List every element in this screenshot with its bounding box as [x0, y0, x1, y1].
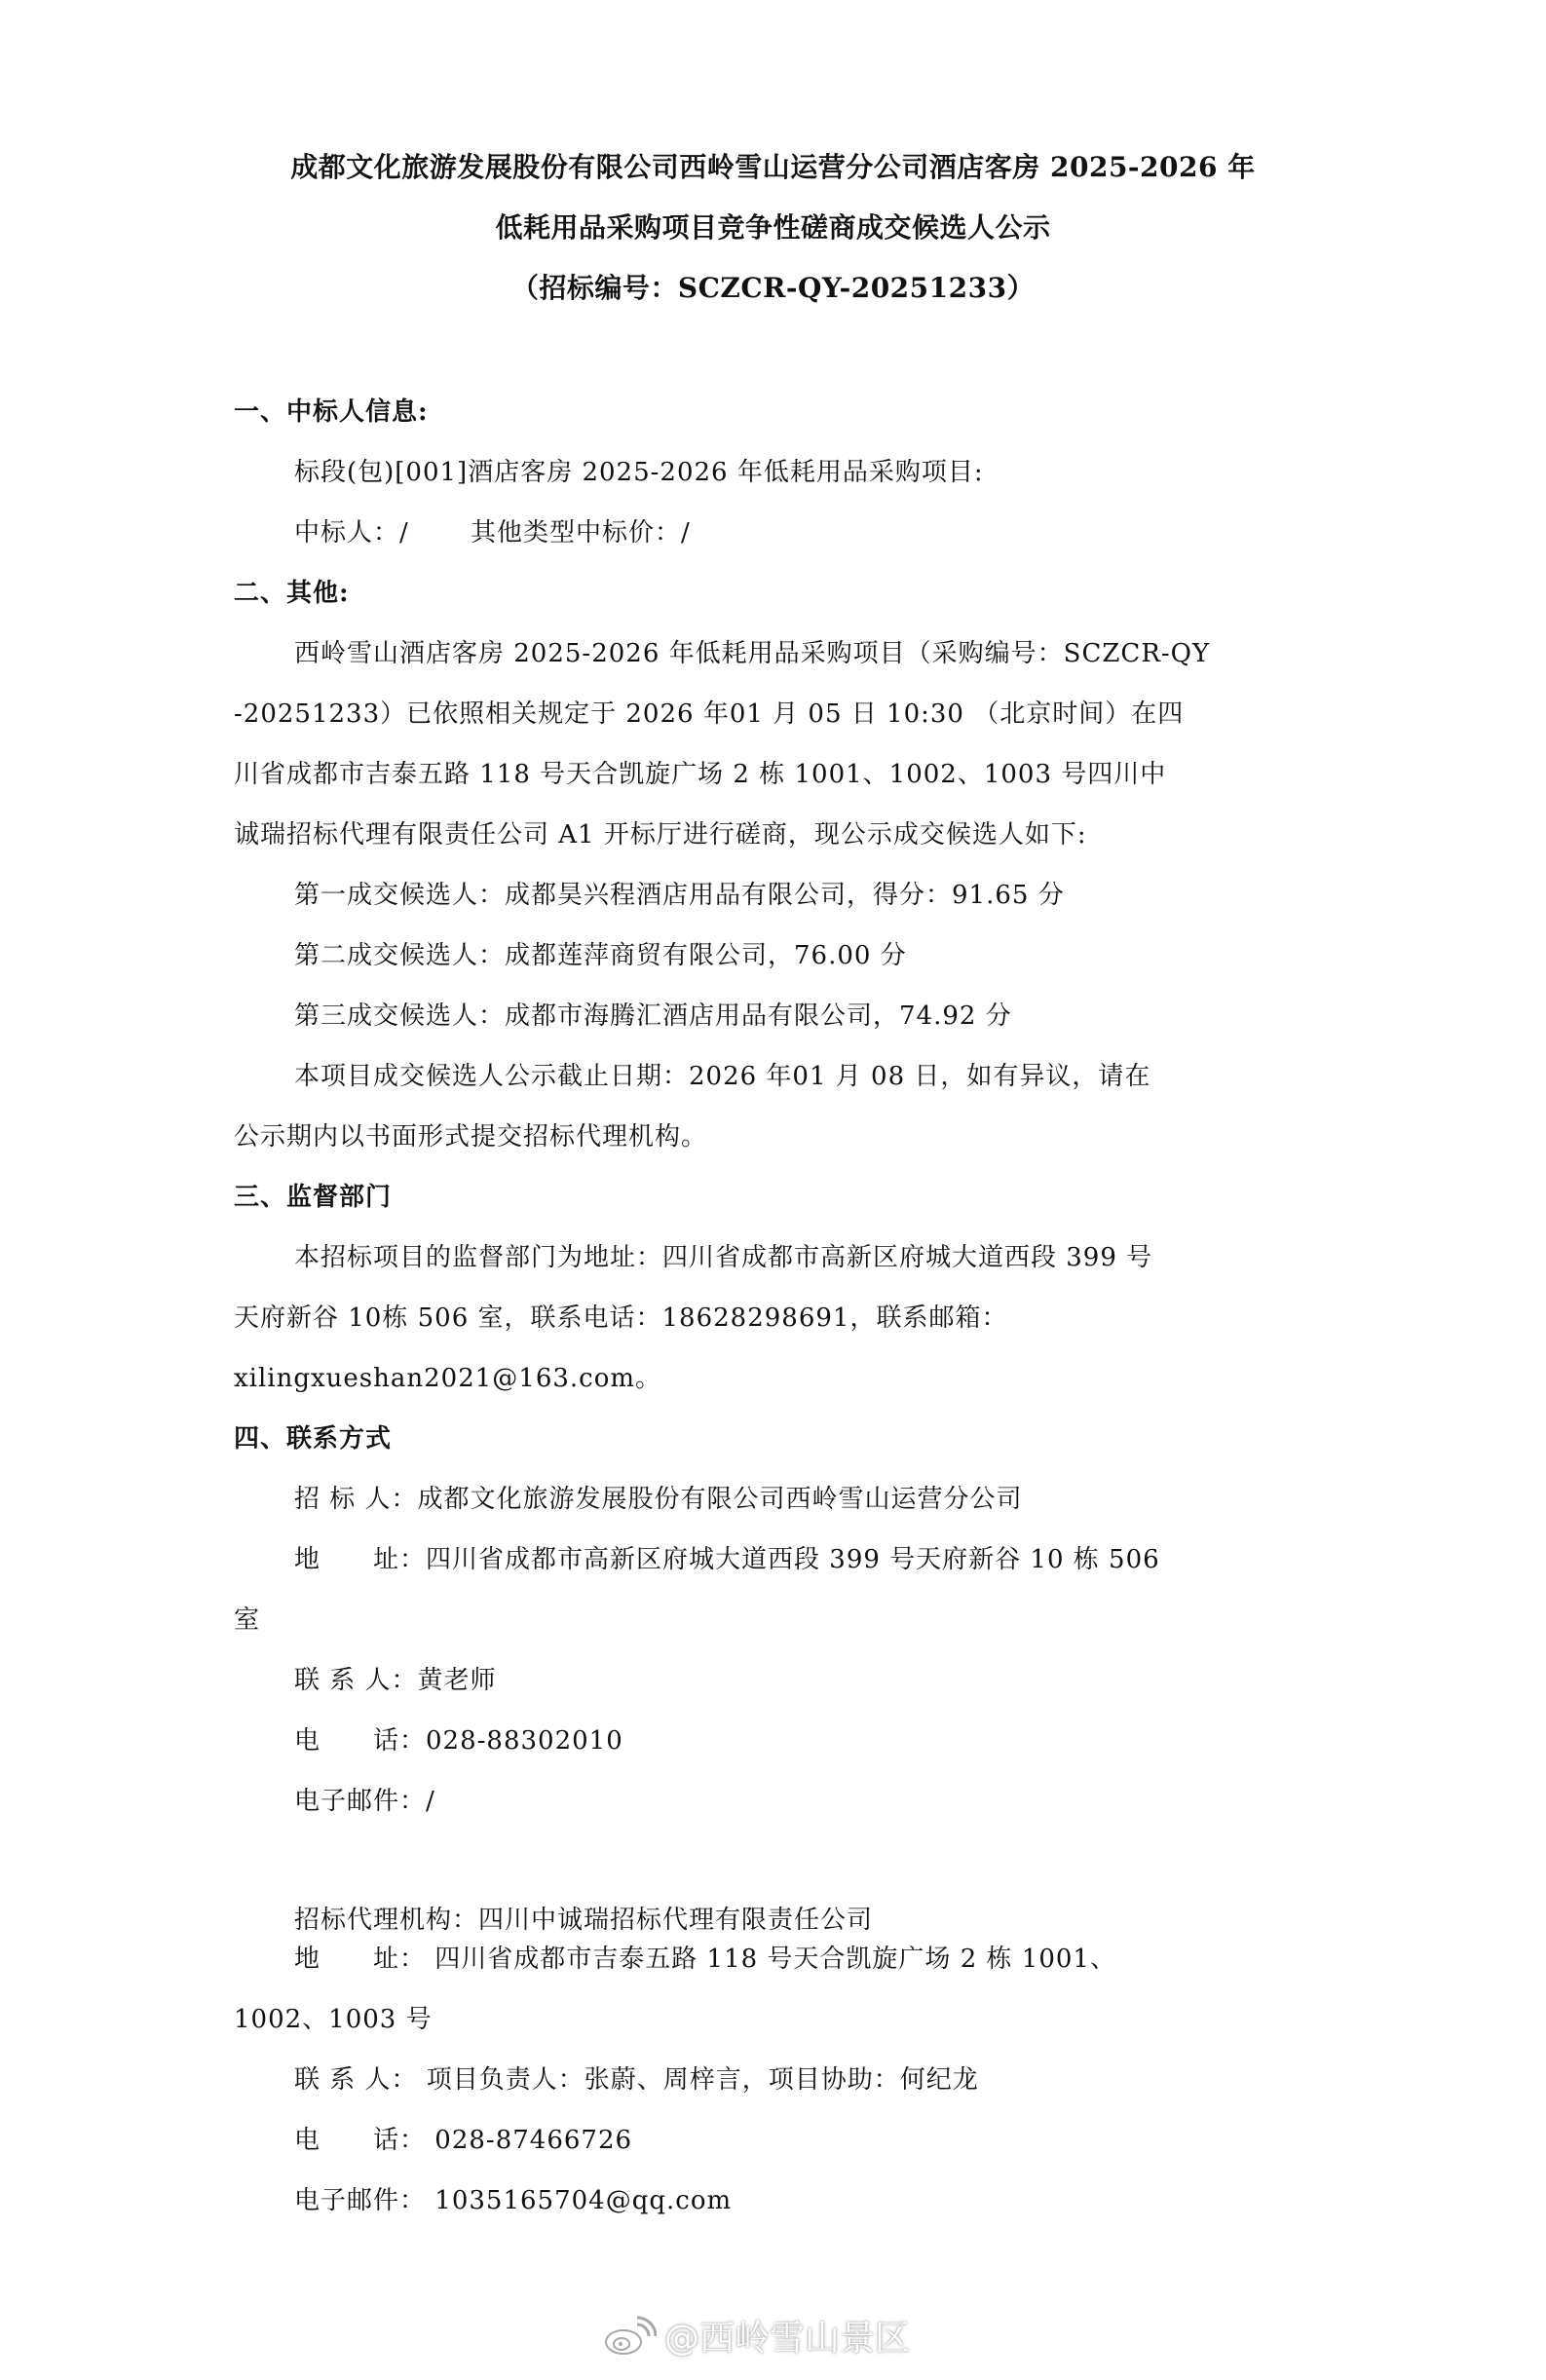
agency-phone-label: 电 话：: [294, 2126, 427, 2155]
title-line-1: 成都文化旅游发展股份有限公司西岭雪山运营分公司酒店客房 2025-2026 年: [290, 151, 1256, 183]
contact-label: 联 系 人：: [294, 1666, 418, 1695]
agency-address-value: 四川省成都市吉泰五路 118 号天合凯旋广场 2 栋 1001、: [434, 1945, 1116, 1974]
paragraph-line: 川省成都市吉泰五路 118 号天合凯旋广场 2 栋 1001、1002、1003 号四川中: [234, 760, 1167, 789]
paragraph-line: 诚瑞招标代理有限责任公司 A1 开标厅进行磋商，现公示成交候选人如下:: [234, 820, 1087, 850]
tenderer-value: 成都文化旅游发展股份有限公司西岭雪山运营分公司: [417, 1485, 1023, 1514]
paragraph-line: -20251233）已依照相关规定于 2026 年01 月 05 日 10:30 （北京时间）在四: [234, 699, 1185, 729]
email-label: 电子邮件：: [294, 1787, 427, 1816]
watermark-text: @西岭雪山景区: [664, 2319, 911, 2359]
candidate-name: 成都市海腾汇酒店用品有限公司，74.92 分: [505, 1001, 1012, 1031]
address-value: 四川省成都市高新区府城大道西段 399 号天府新谷 10 栋 506: [426, 1545, 1160, 1574]
winner-line: 中标人：/ 其他类型中标价：/: [294, 518, 691, 548]
phone-row: [294, 1720, 623, 1757]
candidate-rank: 第一成交候选人：: [294, 881, 506, 910]
supervision-email: xilingxueshan2021@163.com。: [234, 1364, 662, 1393]
paragraph-line: 西岭雪山酒店客房 2025-2026 年低耗用品采购项目（采购编号：SCZCR-QY: [294, 639, 1211, 668]
email-row: [294, 1781, 435, 1817]
weibo-watermark: [602, 2311, 910, 2361]
email-value: /: [426, 1787, 435, 1816]
agency-name: 招标代理机构：四川中诚瑞招标代理有限责任公司: [294, 1906, 874, 1935]
section-3-heading: 三、监督部门: [234, 1183, 393, 1212]
contact-row: [294, 1660, 497, 1696]
tender-number: （招标编号：SCZCR-QY-20251233）: [510, 272, 1036, 304]
candidate-rank: 第二成交候选人：: [294, 941, 506, 970]
agency-phone-value: 028-87466726: [434, 2126, 633, 2155]
candidate-2: [294, 935, 907, 971]
section-1-heading: 一、中标人信息:: [234, 397, 429, 427]
title-line-2: 低耗用品采购项目竞争性磋商成交候选人公示: [495, 211, 1051, 244]
candidate-name: 成都昊兴程酒店用品有限公司，得分：91.65 分: [505, 881, 1065, 910]
supervision-line: 天府新谷 10栋 506 室，联系电话：18628298691，联系邮箱：: [234, 1303, 1008, 1333]
candidate-1: [294, 875, 1065, 911]
tenderer-label: 招 标 人：: [294, 1485, 418, 1514]
address-label: 地 址：: [294, 1545, 427, 1574]
agency-address-label: 地 址：: [294, 1945, 427, 1974]
weibo-icon: [602, 2315, 657, 2358]
candidate-3: [294, 996, 1012, 1032]
agency-phone-row: [294, 2120, 632, 2156]
lot-line: 标段(包)[001]酒店客房 2025-2026 年低耗用品采购项目:: [294, 458, 984, 487]
address-row: [294, 1539, 1160, 1575]
section-4-heading: 四、联系方式: [234, 1424, 393, 1454]
address-wrap: 室: [234, 1606, 261, 1635]
agency-email-value: 1035165704@qq.com: [434, 2186, 733, 2215]
agency-contact-row: [294, 2059, 979, 2096]
deadline-line: 公示期内以书面形式提交招标代理机构。: [234, 1122, 708, 1152]
agency-address-row: [294, 1939, 1116, 1975]
agency-email-label: 电子邮件：: [294, 2186, 427, 2215]
tenderer-row: [294, 1479, 1023, 1515]
supervision-line: 本招标项目的监督部门为地址：四川省成都市高新区府城大道西段 399 号: [294, 1243, 1153, 1272]
phone-value: 028-88302010: [426, 1726, 623, 1756]
contact-value: 黄老师: [417, 1666, 497, 1695]
agency-contact-value: 项目负责人：张蔚、周梓言，项目协助：何纪龙: [426, 2065, 979, 2095]
deadline-line: 本项目成交候选人公示截止日期：2026 年01 月 08 日，如有异议，请在: [294, 1062, 1151, 1091]
phone-label: 电 话：: [294, 1726, 427, 1756]
candidate-rank: 第三成交候选人：: [294, 1001, 506, 1031]
section-2-heading: 二、其他:: [234, 579, 350, 608]
candidate-name: 成都莲萍商贸有限公司，76.00 分: [505, 941, 907, 970]
agency-address-wrap: 1002、1003 号: [234, 2005, 433, 2034]
agency-email-row: [294, 2180, 732, 2216]
agency-contact-label: 联 系 人：: [294, 2065, 418, 2095]
